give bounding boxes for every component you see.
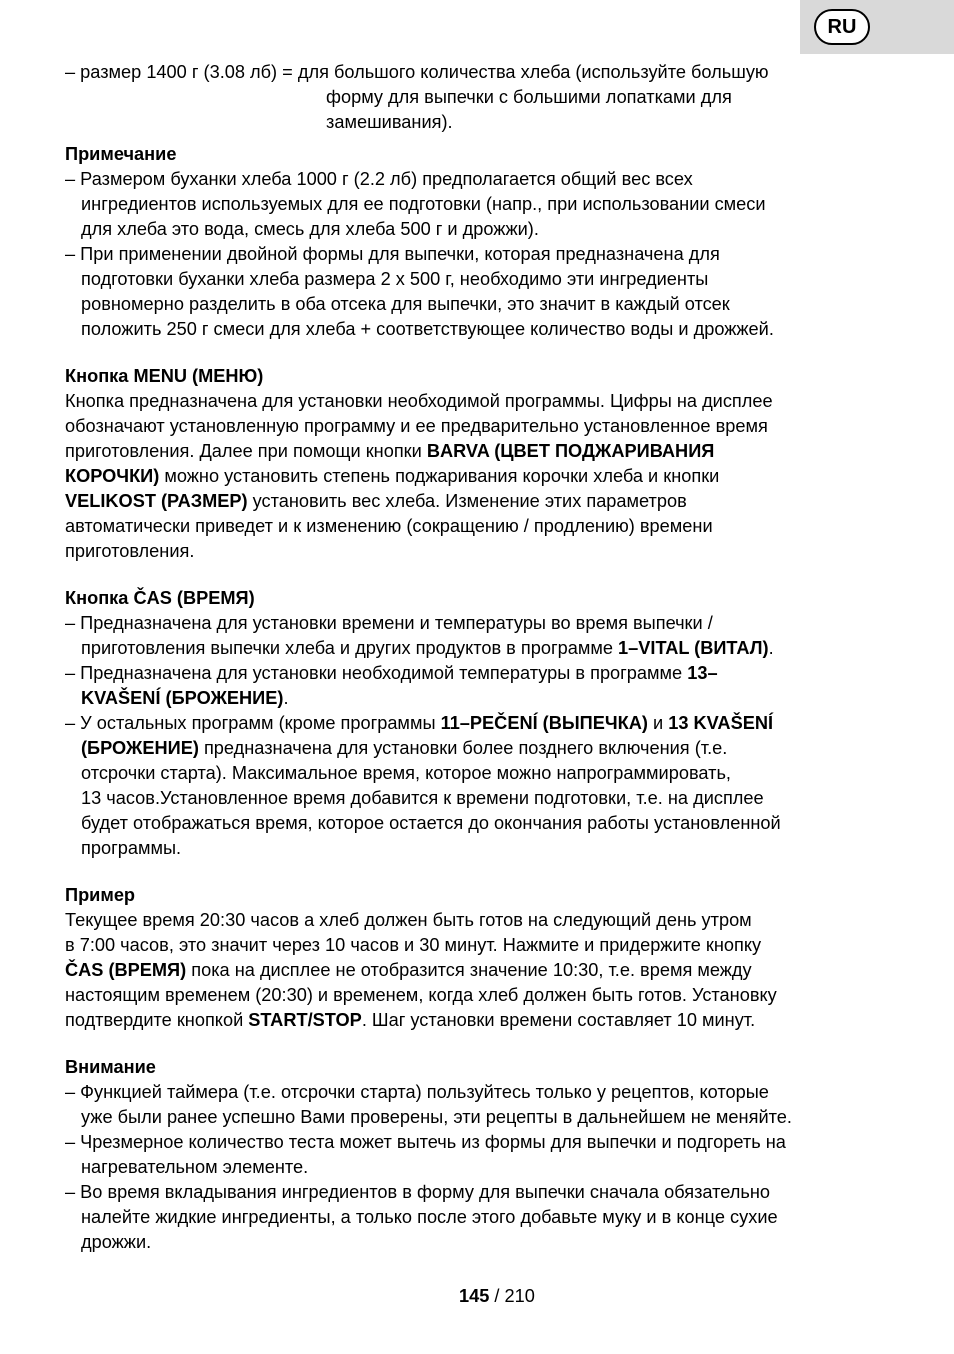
- text-line: [81, 1205, 778, 1230]
- text: и: [647, 713, 669, 733]
- text-line: [65, 908, 752, 933]
- text-line: [65, 242, 720, 267]
- bold-text: 13 KVAŠENÍ: [668, 713, 774, 733]
- text-line: [65, 711, 773, 736]
- text: – Чрезмерное количество теста может вытечь из формы для выпечки и подгореть на: [65, 1132, 786, 1152]
- text: в 7:00 часов, это значит через 10 часов и 30 минут. Нажмите и придержите кнопку: [65, 935, 762, 955]
- text: 13 часов.Установленное время добавится к времени подготовки, т.е. на дисплее: [81, 788, 764, 808]
- text: – Размером буханки хлеба 1000 г (2.2 лб) предполагается общий вес всех: [65, 169, 693, 189]
- text-line: [81, 217, 539, 242]
- text: – Функцией таймера (т.е. отсрочки старта) пользуйтесь только у рецептов, которые: [65, 1082, 769, 1102]
- text: Кнопка предназначена для установки необходимой программы. Цифры на дисплее: [65, 391, 773, 411]
- language-badge: RU: [814, 9, 870, 45]
- text: – Предназначена для установки необходимой температуры в программе: [65, 663, 688, 683]
- section-heading: [65, 142, 176, 167]
- text: нагревательном элементе.: [81, 1157, 309, 1177]
- text: установить вес хлеба. Изменение этих параметров: [247, 491, 687, 511]
- text: уже были ранее успешно Вами проверены, эти рецепты в дальнейшем не меняйте.: [81, 1107, 792, 1127]
- text: – Предназначена для установки времени и температуры во время выпечки /: [65, 613, 713, 633]
- text-line: [81, 686, 289, 711]
- text: для хлеба это вода, смесь для хлеба 500 г и дрожжи).: [81, 219, 539, 239]
- section-heading: [65, 883, 135, 908]
- text-line: [65, 958, 752, 983]
- bold-text: BARVA (ЦВЕТ ПОДЖАРИВАНИЯ: [426, 441, 715, 461]
- text-line: [65, 539, 194, 564]
- text-line: [81, 317, 774, 342]
- text-line: [81, 192, 766, 217]
- text: дрожжи.: [81, 1232, 152, 1252]
- bold-text: 11–PEČENÍ (ВЫПЕЧКА): [440, 713, 648, 733]
- text: настоящим временем (20:30) и временем, когда хлеб должен быть готов. Установку: [65, 985, 777, 1005]
- text: подготовки буханки хлеба размера 2 x 500 г, необходимо эти ингредиенты: [81, 269, 709, 289]
- text: будет отображаться время, которое остается до окончания работы установленной: [81, 813, 781, 833]
- text-line: [81, 836, 181, 861]
- text-line: [65, 1008, 755, 1033]
- text-line: [326, 85, 732, 110]
- text: ровномерно разделить в оба отсека для выпечки, это значит в каждый отсек: [81, 294, 730, 314]
- bold-text: 1–VITAL (ВИТАЛ): [618, 638, 769, 658]
- text-line: [65, 983, 777, 1008]
- text-line: [81, 811, 781, 836]
- bold-text: Примечание: [65, 144, 177, 164]
- text: обозначают установленную программу и ее предварительно установленное время: [65, 416, 768, 436]
- text: подтвердите кнопкой: [65, 1010, 249, 1030]
- text: приготовления.: [65, 541, 195, 561]
- bold-text: START/STOP: [248, 1010, 362, 1030]
- text-line: [81, 736, 727, 761]
- bold-text: Внимание: [65, 1057, 156, 1077]
- text: – Во время вкладывания ингредиентов в форму для выпечки сначала обязательно: [65, 1182, 771, 1202]
- page-number: [459, 1284, 535, 1309]
- text: приготовления. Далее при помощи кнопки: [65, 441, 427, 461]
- text: – размер 1400 г (3.08 лб) = для большого количества хлеба (используйте большую: [65, 62, 769, 82]
- bold-text: KVAŠENÍ (БРОЖЕНИЕ): [81, 688, 284, 708]
- bold-text: Кнопка ČAS (ВРЕМЯ): [65, 588, 255, 608]
- section-heading: [65, 1055, 156, 1080]
- text: автоматически приведет и к изменению (сокращению / продлению) времени: [65, 516, 713, 536]
- text-line: [65, 1130, 786, 1155]
- text-line: [65, 1080, 769, 1105]
- text: можно установить степень поджаривания корочки хлеба и кнопки: [159, 466, 720, 486]
- text: замешивания).: [326, 112, 453, 132]
- text: приготовления выпечки хлеба и других продуктов в программе: [81, 638, 619, 658]
- text: налейте жидкие ингредиенты, а только после этого добавьте муку и в конце сухие: [81, 1207, 778, 1227]
- text-line: [65, 1180, 770, 1205]
- text-line: [81, 1230, 151, 1255]
- text-line: [65, 389, 773, 414]
- text-line: [65, 439, 714, 464]
- text: .: [283, 688, 289, 708]
- text: положить 250 г смеси для хлеба + соответствующее количество воды и дрожжей.: [81, 319, 774, 339]
- text-line: [65, 933, 761, 958]
- text-line: [65, 514, 713, 539]
- text-line: [65, 414, 768, 439]
- section-heading: [65, 364, 263, 389]
- text-line: [81, 1155, 308, 1180]
- text-line: [65, 611, 713, 636]
- bold-text: VELIKOST (РАЗМЕР): [65, 491, 248, 511]
- bold-text: (БРОЖЕНИЕ): [81, 738, 199, 758]
- text: пока на дисплее не отобразится значение 10:30, т.е. время между: [186, 960, 752, 980]
- page-number-current: 145: [459, 1286, 490, 1306]
- text: форму для выпечки с большими лопатками для: [326, 87, 732, 107]
- text: – У остальных программ (кроме программы: [65, 713, 441, 733]
- page-number-separator: /: [489, 1286, 505, 1306]
- bold-text: Пример: [65, 885, 136, 905]
- text-line: [65, 661, 718, 686]
- bold-text: Кнопка MENU (МЕНЮ): [65, 366, 264, 386]
- text: программы.: [81, 838, 182, 858]
- text-line: [81, 786, 764, 811]
- bold-text: КОРОЧКИ): [65, 466, 160, 486]
- text: .: [768, 638, 774, 658]
- text-line: [65, 489, 687, 514]
- text: . Шаг установки времени составляет 10 минут.: [361, 1010, 756, 1030]
- text-line: [326, 110, 453, 135]
- text-line: [81, 761, 731, 786]
- text: ингредиентов используемых для ее подготовки (напр., при использовании смеси: [81, 194, 766, 214]
- text-line: [81, 292, 730, 317]
- text-line: [81, 1105, 792, 1130]
- bold-text: ČAS (ВРЕМЯ): [65, 960, 187, 980]
- text: – При применении двойной формы для выпечки, которая предназначена для: [65, 244, 720, 264]
- page-number-total: 210: [504, 1286, 535, 1306]
- text-line: [65, 167, 693, 192]
- bold-text: 13–: [687, 663, 718, 683]
- text: отсрочки старта). Максимальное время, которое можно напрограммировать,: [81, 763, 731, 783]
- text-line: [65, 60, 769, 85]
- text-line: [65, 464, 719, 489]
- text-line: [81, 267, 708, 292]
- section-heading: [65, 586, 255, 611]
- text-line: [81, 636, 774, 661]
- text: предназначена для установки более позднего включения (т.е.: [198, 738, 728, 758]
- text: Текущее время 20:30 часов а хлеб должен быть готов на следующий день утром: [65, 910, 752, 930]
